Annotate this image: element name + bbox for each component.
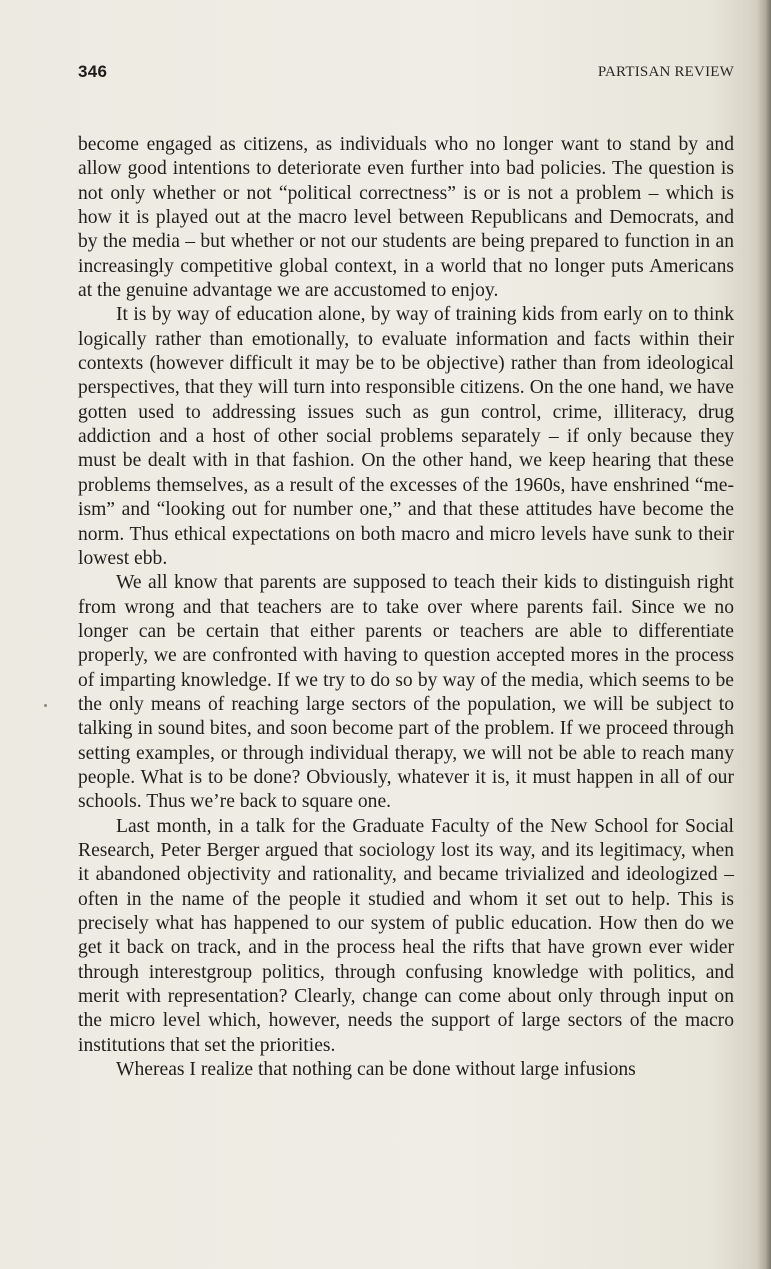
article-body	[78, 133, 734, 1082]
paragraph-education: It is by way of education alone, by way of training kids from early on to think logically rather than emotionally, to evaluate information and facts within their contexts (however difficult it may be to be objective) rather than from ideological perspectives, that they will turn into responsible citizens. On the one hand, we have gotten used to addressing issues such as gun control, crime, illiteracy, drug addiction and a host of other social problems separately – if only because they must be dealt with in that fashion. On the other hand, we keep hearing that these problems themselves, as a result of the excesses of the 1960s, have enshrined “meism” and “looking out for number one,” and that these attitudes have become the norm. Thus ethical expectations on both macro and micro levels have sunk to their lowest ebb.	[78, 304, 734, 569]
running-head	[78, 62, 734, 86]
paper-speck	[44, 704, 47, 707]
paragraph-peter-berger: Last month, in a talk for the Graduate Faculty of the New School for Social Research, Peter Berger argued that sociology lost its way, and its legitimacy, when it abandoned objectivity and rationality, and became trivialized and ideologized – often in the name of the people it studied and whom it set out to help. This is precisely what has happened to our system of public education. How then do we get it back on track, and in the process heal the rifts that have grown ever wider through interestgroup politics, through confusing knowledge with politics, and merit with representation? Clearly, change can come about only through input on the micro level which, however, needs the support of large sectors of the macro institutions that set the priorities.	[78, 815, 734, 1056]
journal-title: PARTISAN REVIEW	[597, 64, 734, 80]
page-number: 346	[78, 62, 108, 81]
paragraph-continued: become engaged as citizens, as individuals who no longer want to stand by and allow good intentions to deteriorate even further into bad policies. The question is not only whether or not “political correctness” is or is not a problem – which is how it is played out at the macro level between Republicans and Democrats, and by the media – but whether or not our students are being prepared to function in an increasingly competitive global context, in a world that no longer puts Americans at the genuine advantage we are accustomed to enjoy.	[78, 134, 734, 302]
paragraph-parents-teachers: We all know that parents are supposed to teach their kids to distinguish right from wrong and that teachers are to take over where parents fail. Since we no longer can be certain that either parents or teachers are able to differentiate properly, we are confronted with having to question accepted mores in the process of imparting knowledge. If we try to do so by way of the media, which seems to be the only means of reaching large sectors of the population, we will be subject to talking in sound bites, and soon become part of the problem. If we proceed through setting examples, or through individual therapy, we will not be able to reach many people. What is to be done? Obviously, whatever it is, it must happen in all of our schools. Thus we’re back to square one.	[78, 572, 734, 813]
paragraph-final-line: Whereas I realize that nothing can be done without large infusions	[116, 1059, 636, 1081]
page-edge-shadow	[757, 0, 771, 1269]
